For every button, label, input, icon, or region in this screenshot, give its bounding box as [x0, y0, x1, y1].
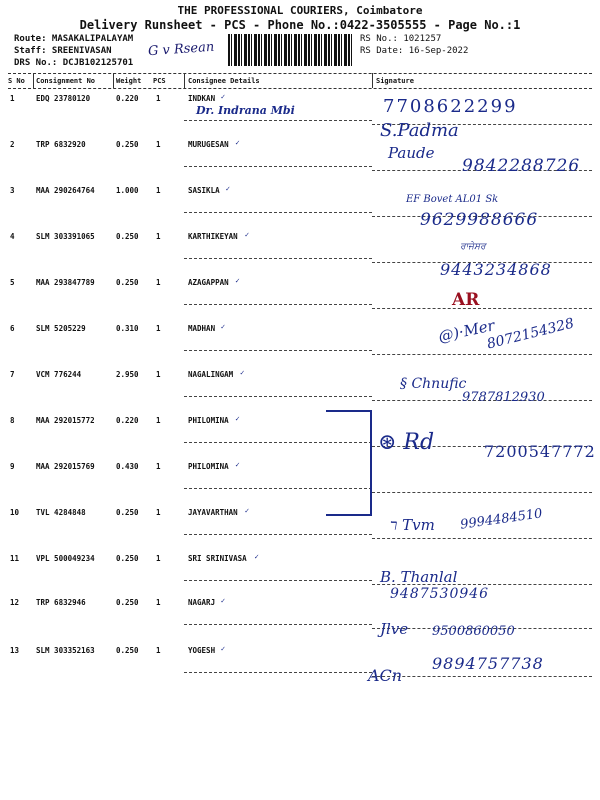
check-mark-icon: ✓ — [254, 552, 259, 561]
row-pcs: 1 — [156, 646, 161, 655]
signature-scribble: ר Tvm — [390, 516, 435, 534]
check-mark-icon: ✓ — [240, 368, 245, 377]
col-divider — [33, 73, 34, 88]
signature-text: 9842288726 — [462, 156, 581, 176]
row-consignment-no: TVL 4284848 — [36, 508, 86, 517]
signature-scribble: ACn — [368, 666, 403, 685]
consignee-rule — [184, 166, 372, 167]
consignee-rule — [184, 396, 372, 397]
signature-text: 9994484510 — [459, 506, 544, 533]
signature-text: S.Padma — [380, 120, 459, 141]
signature-text: 9629988666 — [420, 210, 539, 230]
row-weight: 0.310 — [116, 324, 139, 333]
row-sno: 1 — [10, 94, 15, 103]
consignee-rule — [184, 350, 372, 351]
row-sno: 5 — [10, 278, 15, 287]
row-consignment-no: EDQ 23780120 — [36, 94, 91, 103]
row-pcs: 1 — [156, 462, 161, 471]
row-pcs: 1 — [156, 278, 161, 287]
runsheet-subtitle: Delivery Runsheet - PCS - Phone No.:0422-3505555 - Page No.:1 — [79, 18, 521, 32]
signature-scribble: § Chnufic — [400, 376, 467, 392]
check-mark-icon: ✓ — [220, 644, 226, 653]
row-consignment-no: VCM 776244 — [36, 370, 82, 379]
signature-text: 7200547772 — [484, 442, 596, 461]
signature-bracket — [326, 410, 372, 516]
consignee-rule — [184, 120, 372, 121]
row-sno: 12 — [10, 598, 20, 607]
staff-label: Staff: SREENIVASAN — [14, 46, 112, 56]
company-title: THE PROFESSIONAL COURIERS, Coimbatore — [177, 4, 423, 17]
row-sno: 3 — [10, 186, 15, 195]
row-weight: 0.250 — [116, 554, 139, 563]
table-row — [0, 554, 600, 600]
stamp-mark: AR — [452, 290, 480, 310]
signature-text: 9500860050 — [432, 624, 515, 639]
row-weight: 0.220 — [116, 416, 139, 425]
row-consignee: KARTHIKEYAN — [188, 232, 238, 241]
consignee-rule — [184, 624, 372, 625]
handwritten-note: Dr. Indrana Mbi — [196, 104, 295, 117]
consignee-rule — [184, 212, 372, 213]
consignee-rule — [184, 534, 372, 535]
row-consignee: YOGESH — [188, 646, 216, 655]
row-weight: 0.250 — [116, 278, 139, 287]
consignee-rule — [184, 672, 372, 673]
row-pcs: 1 — [156, 186, 161, 195]
col-divider — [372, 73, 373, 88]
col-divider — [113, 73, 114, 88]
row-consignee: NAGARJ — [188, 598, 216, 607]
signature-text: 9443234868 — [440, 260, 552, 279]
signature-scribble: ⊛ Rd — [378, 430, 435, 455]
row-weight: 0.250 — [116, 232, 139, 241]
row-weight: 0.250 — [116, 508, 139, 517]
consignee-rule — [184, 304, 372, 305]
signature-scribble: @)·Mer — [436, 316, 497, 346]
signature-rule — [372, 308, 592, 309]
rs-number: RS No.: 1021257 — [360, 34, 442, 44]
signature-text: B. Thanlal — [380, 568, 458, 586]
row-pcs: 1 — [156, 416, 161, 425]
row-sno: 13 — [10, 646, 20, 655]
row-sno: 11 — [10, 554, 20, 563]
signature-rule — [372, 354, 592, 355]
row-sno: 6 — [10, 324, 15, 333]
row-pcs: 1 — [156, 554, 161, 563]
barcode — [228, 34, 352, 66]
check-mark-icon: ✓ — [220, 596, 226, 605]
signature-text: 8072154328 — [485, 315, 576, 353]
signature-scribble: Jlve — [380, 620, 409, 638]
row-consignment-no: MAA 292015772 — [36, 416, 95, 425]
row-pcs: 1 — [156, 598, 161, 607]
row-weight: 2.950 — [116, 370, 139, 379]
col-header-consignment: Consignment No — [36, 77, 96, 85]
signature-text: 7708622299 — [383, 96, 518, 117]
row-pcs: 1 — [156, 324, 161, 333]
table-row — [0, 278, 600, 324]
check-mark-icon: ✓ — [225, 184, 231, 193]
check-mark-icon: ✓ — [220, 92, 226, 101]
col-divider — [184, 73, 185, 88]
table-row — [0, 462, 600, 508]
col-header-signature: Signature — [376, 77, 414, 85]
signature-text: Paude — [388, 144, 435, 162]
signature-text: 9894757738 — [432, 654, 544, 673]
signature-rule — [372, 538, 592, 539]
check-mark-icon: ✓ — [244, 506, 250, 515]
consignee-rule — [184, 580, 372, 581]
check-mark-icon: ✓ — [235, 276, 240, 285]
col-header-pcs: PCS — [153, 77, 166, 85]
row-pcs: 1 — [156, 508, 161, 517]
row-consignee: PHILOMINA — [188, 416, 229, 425]
row-sno: 9 — [10, 462, 15, 471]
row-consignee: PHILOMINA — [188, 462, 229, 471]
row-consignee: AZAGAPPAN — [188, 278, 229, 287]
check-mark-icon: ✓ — [235, 460, 240, 469]
hindi-signature-scribble: ਰਾਜੇਸਰ — [460, 242, 486, 252]
row-pcs: 1 — [156, 94, 161, 103]
row-consignee: NAGALINGAM — [188, 370, 234, 379]
row-consignment-no: TRP 6832920 — [36, 140, 86, 149]
row-consignee: SRI SRINIVASA — [188, 554, 247, 563]
signature-rule — [372, 492, 592, 493]
row-weight: 0.250 — [116, 140, 139, 149]
drs-number: DRS No.: DCJB102125701 — [14, 58, 134, 68]
row-weight: 0.430 — [116, 462, 139, 471]
row-sno: 4 — [10, 232, 15, 241]
row-consignment-no: MAA 293847789 — [36, 278, 95, 287]
row-weight: 0.250 — [116, 598, 139, 607]
row-weight: 1.000 — [116, 186, 139, 195]
rs-date: RS Date: 16-Sep-2022 — [360, 46, 469, 56]
row-sno: 8 — [10, 416, 15, 425]
row-consignment-no: SLM 303391065 — [36, 232, 95, 241]
route-label: Route: MASAKALIPALAYAM — [14, 34, 134, 44]
check-mark-icon: ✓ — [244, 230, 250, 239]
consignee-rule — [184, 258, 372, 259]
row-consignment-no: SLM 5205229 — [36, 324, 86, 333]
header-rule-top — [8, 73, 592, 74]
row-consignment-no: VPL 500049234 — [36, 554, 95, 563]
signature-text: EF Bovet AL01 Sk — [406, 194, 499, 205]
signature-text: 9787812930 — [462, 390, 545, 405]
staff-signature: G v Rsean — [147, 39, 215, 60]
row-consignment-no: MAA 290264764 — [36, 186, 95, 195]
signature-text: 9487530946 — [390, 586, 490, 602]
signature-rule — [372, 676, 592, 677]
row-consignment-no: TRP 6832946 — [36, 598, 86, 607]
check-mark-icon: ✓ — [235, 138, 240, 147]
col-header-weight: Weight — [116, 77, 142, 85]
row-consignment-no: SLM 303352163 — [36, 646, 95, 655]
row-sno: 10 — [10, 508, 20, 517]
row-consignee: MADHAN — [188, 324, 216, 333]
row-sno: 2 — [10, 140, 15, 149]
row-consignee: JAYAVARTHAN — [188, 508, 238, 517]
row-consignee: INDKAN — [188, 94, 216, 103]
col-header-sno: S No — [8, 77, 25, 85]
col-header-consignee: Consignee Details — [188, 77, 260, 85]
row-pcs: 1 — [156, 140, 161, 149]
row-consignee: SASIKLA — [188, 186, 220, 195]
check-mark-icon: ✓ — [220, 322, 226, 331]
row-sno: 7 — [10, 370, 15, 379]
row-pcs: 1 — [156, 232, 161, 241]
row-pcs: 1 — [156, 370, 161, 379]
row-consignment-no: MAA 292015769 — [36, 462, 95, 471]
row-weight: 0.250 — [116, 646, 139, 655]
row-consignee: MURUGESAN — [188, 140, 229, 149]
row-weight: 0.220 — [116, 94, 139, 103]
check-mark-icon: ✓ — [235, 414, 240, 423]
header-rule-bottom — [8, 88, 592, 89]
